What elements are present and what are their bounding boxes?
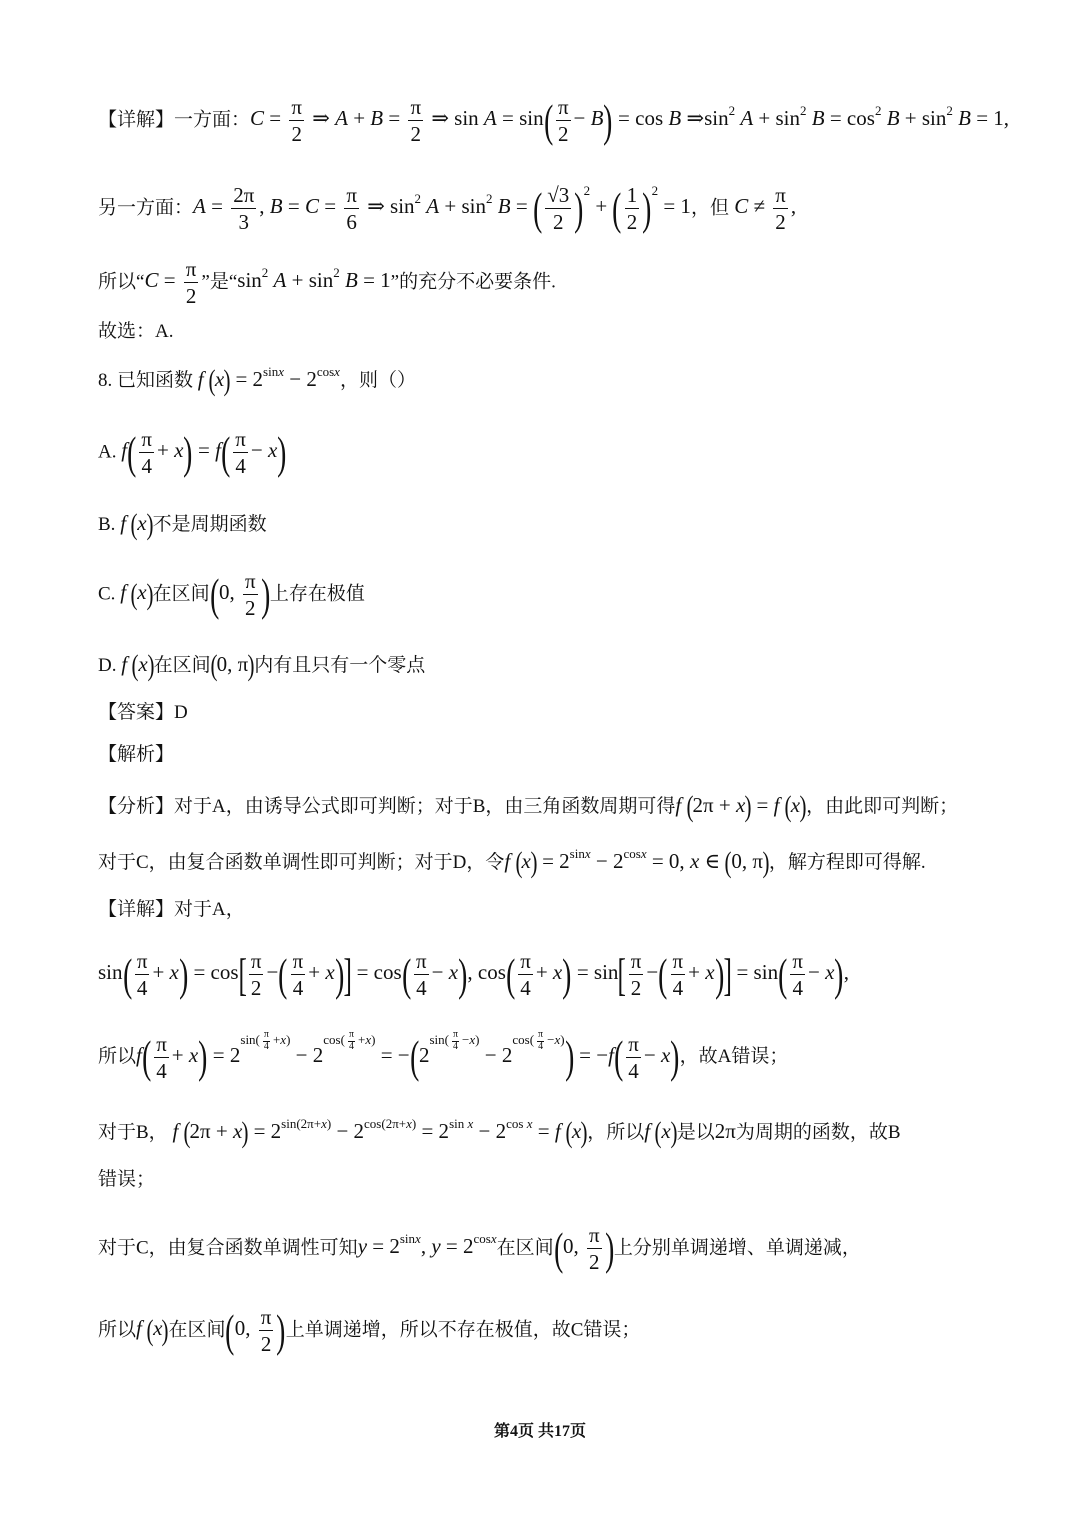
option-b [98,510,1020,540]
prev-detail-line-3 [98,258,1020,307]
math-expression: f $(x) = 2^{sinx} - 2^{cosx} = 0$, x ∈ (0, π) [504,845,770,879]
text: ，由此即可判断； [806,795,959,817]
math-expression: f (x) [120,508,154,541]
math-expression: (0, $\frac{\pi}{2}$ ) [553,1222,614,1275]
option-label: B. [98,513,116,535]
text: 上存在极值 [269,583,365,605]
answer-label: 【答案】 [98,702,175,723]
math-expression: (0, π) [210,649,255,682]
option-c [98,570,1020,619]
math-expression: (0, $\frac{\pi}{2}$ ) [225,1304,286,1357]
detail-line-2 [98,950,1020,999]
text: 上分别单调递增、单调递减， [613,1237,861,1259]
detail-line-5: 错误； [98,1169,156,1190]
analysis-line-1 [98,792,1020,822]
math-expression: $y = 2^{sinx}$, $y = 2^{cosx}$ [357,1231,497,1259]
text: 对于A， [174,899,245,920]
text: 另一方面： [98,197,194,219]
math-expression: A = $\frac{2\pi}{3}$ , B = C = $\frac{\pi}{6}$ ⇒ $\sin^2 A + \sin^2 B$ = ( $\frac{√3}{2}$ )$^2$ + ( $\frac{1}{2}$ )$^2$ = 1 [193,182,691,235]
math-expression: f (x) [121,649,155,682]
math-expression: C = $\frac{\pi}{2}$ [144,257,197,309]
detail-line-7 [98,1306,1020,1355]
detail-line-3 [98,1030,1020,1082]
option-label: C. [98,583,116,605]
analysis-line-2 [98,845,1020,879]
math-expression: f $(x) = 2^{sinx} - 2^{cosx}$ [197,363,340,397]
option-label: D. [98,654,117,676]
math-expression: sin( $\frac{\pi}{4}$ + x) = cos[ $\frac{\pi}{2}$ −( $\frac{\pi}{4}$ + x)] = cos( $\frac{\pi}{4}$ − x), cos( $\frac{\pi}{4}$ + x) = sin[ $\frac{\pi}{2}$ −( $\frac{\pi}{4}$ + x)] = sin( $\frac{\pi}{4}$ − x), [98,948,850,1001]
text: ，所以 [587,1121,645,1143]
detail-line-4 [98,1115,1020,1149]
text: 所以 [98,1045,137,1067]
math-expression: f (2π + x) = f (x) [675,790,807,823]
text: ”是“ [201,271,238,293]
text: ，但 [690,197,729,219]
analysis-heading: 【解析】 [98,744,175,765]
text: 在区间 [168,1319,226,1341]
text: 是以 [676,1121,715,1143]
detail-label: 【详解】 [98,109,175,131]
text: 为周期的函数，故B [735,1121,901,1143]
math-expression: f (x) [644,1116,678,1149]
math-expression: (0, $\frac{\pi}{2}$ ) [209,568,270,621]
text: 所以 [98,1319,137,1341]
prev-detail-line-1 [98,96,1020,145]
detail-label: 【详解】 [98,899,175,920]
math-expression: f( $\frac{\pi}{4}$ + $x) = 2^{sin( \frac{\pi}{4} +x)} - 2^{cos( \frac{\pi}{4} +x)} = -(2^{sin( \frac{\pi}{4} -x)} - 2^{cos( \frac{\pi}{4} -x)}) = -f$( $\frac{\pi}{4}$ − x) [136,1029,680,1083]
text: ，解方程即可得解. [768,851,926,873]
text: 上单调递增，所以不存在极值，故C错误； [285,1319,641,1341]
text: ”的充分不必要条件. [390,271,556,293]
text: 内有且只有一个零点 [254,654,426,676]
text: ，则（） [339,369,416,391]
option-a [98,428,1020,477]
prev-conclusion: 故选：A. [98,321,174,342]
answer-line [98,703,1020,722]
prev-detail-line-2 [98,184,1020,233]
math-expression: f (x) [136,1313,169,1347]
analysis-label: 【分析】 [98,795,175,817]
text: 不是周期函数 [152,513,267,535]
text: 对于C，由复合函数单调性即可判断；对于D，令 [98,851,505,873]
page-footer: 第4页 共17页 [493,1423,586,1440]
detail-line-6 [98,1224,1020,1273]
option-d [98,651,1020,681]
text: 在区间 [496,1237,554,1259]
math-expression: 2π [714,1118,736,1143]
math-expression: f( $\frac{\pi}{4}$ + x) = f( $\frac{\pi}{4}$ − x) [121,426,287,479]
detail-line-1 [98,900,1020,919]
text: 一方面： [174,109,251,131]
text: ，故A错误； [679,1045,789,1067]
text: 在区间 [152,583,210,605]
text: 在区间 [153,654,211,676]
option-label: A. [98,441,117,463]
math-expression: C = $\frac{\pi}{2}$ ⇒ A + B = $\frac{\pi}{2}$ ⇒ sin A = sin( $\frac{\pi}{2}$ − B) = cos B $\Rightarrow\sin^2$ $A + \sin^2 B = \cos^2 B + \sin^2 B = 1$, [250,94,1010,147]
text: 8. 已知函数 [98,369,194,391]
math-expression: $\sin^2 A + \sin^2 B = 1$ [237,265,391,293]
answer-value: D [174,702,188,723]
text: 所以“ [98,271,145,293]
math-expression: C ≠ $\frac{\pi}{2}$ , [734,183,797,235]
text: 对于A，由诱导公式即可判断；对于B，由三角函数周期可得 [174,795,676,817]
text: 对于B， [98,1121,168,1143]
text: 对于C，由复合函数单调性可知 [98,1237,358,1259]
math-expression: f $(2\pi + x) = 2^{sin(2\pi+x)} - 2^{cos(2\pi+x)} = 2^{sin x} - 2^{cos x} = f$ (x) [172,1115,588,1149]
question-stem [98,363,1020,397]
math-expression: f (x) [120,577,154,611]
